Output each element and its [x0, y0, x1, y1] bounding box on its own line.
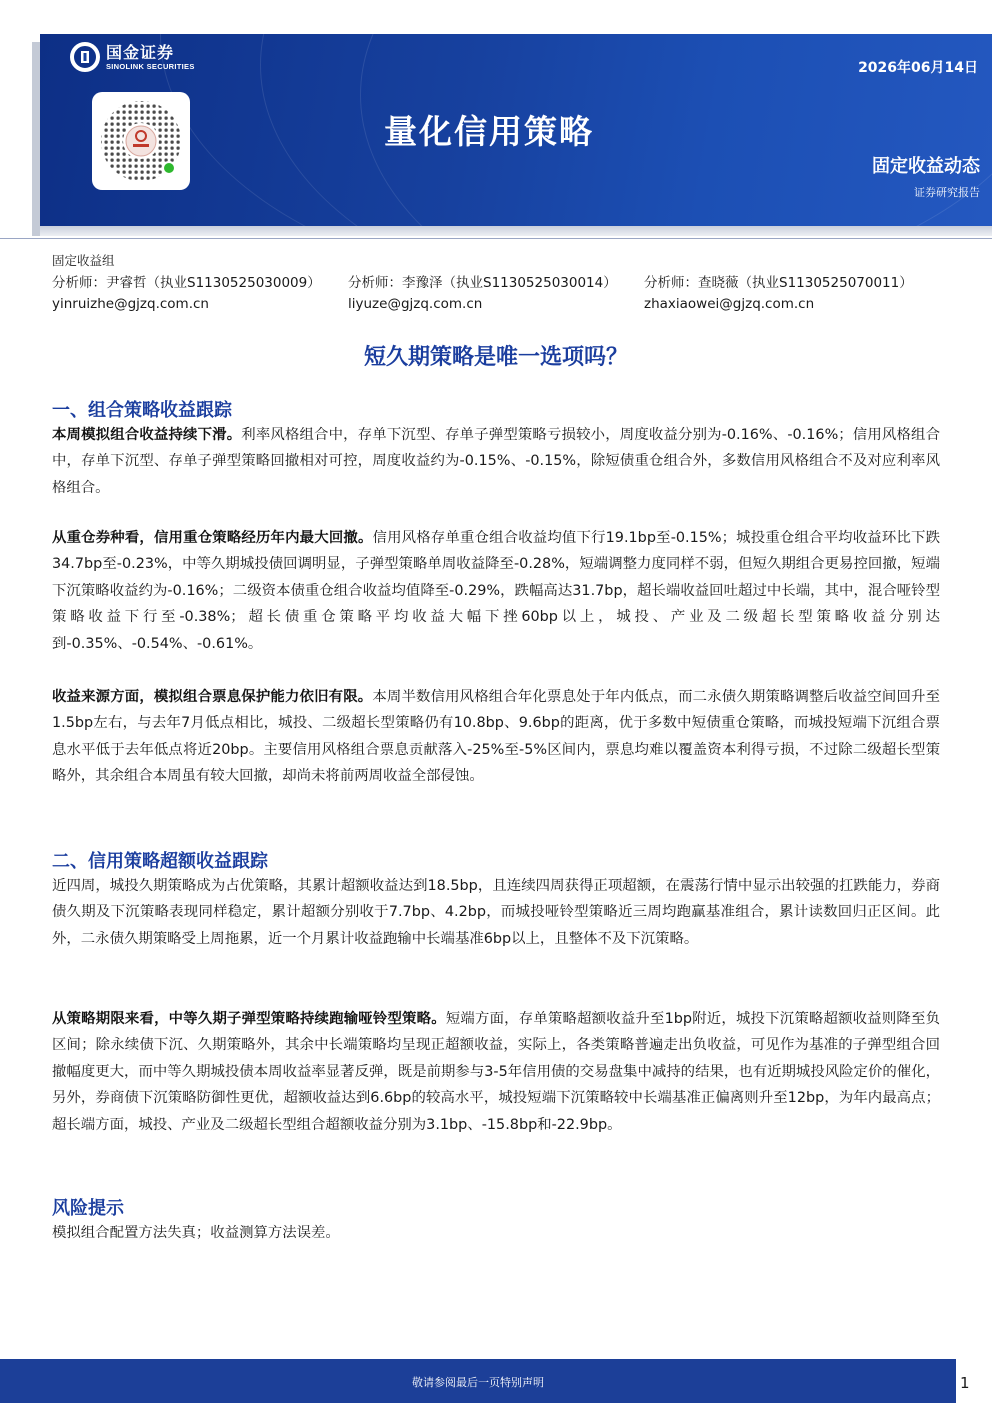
qr-code: [92, 92, 190, 190]
banner-left-shadow: [32, 42, 40, 236]
paragraph-lead: 从策略期限来看，中等久期子弹型策略持续跑输哑铃型策略。: [52, 1011, 446, 1027]
qr-code-icon: [92, 92, 190, 190]
report-date: 2026年06月14日: [858, 60, 978, 76]
analyst-name: 分析师：查晓薇（执业S1130525070011）: [644, 275, 913, 291]
company-logo: [70, 42, 195, 72]
logo-text-cn: 国金证券: [106, 42, 175, 62]
analyst-name: 分析师：尹睿哲（执业S1130525030009）: [52, 275, 321, 291]
paragraph-text: 利率风格组合中，存单下沉型、存单子弹型策略亏损较小，周度收益分别为-0.16%、-0.16%；信用风格组合中，存单下沉型、存单子弹型策略回撤相对可控，周度收益约为-0.15%、-0.15%，除短债重仓组合外，多数信用风格组合不及对应利率风格组合。: [52, 427, 940, 496]
paragraph-lead: 本周模拟组合收益持续下滑。: [52, 427, 242, 443]
analyst-group: 固定收益组: [52, 253, 115, 268]
section-heading: 风险提示: [52, 1198, 124, 1219]
page-number: 1: [960, 1374, 970, 1392]
section-heading: 二、信用策略超额收益跟踪: [52, 851, 268, 872]
paragraph-lead: 从重仓券种看，信用重仓策略经历年内最大回撤。: [52, 530, 373, 546]
banner-bottom-shadow: [40, 226, 992, 236]
analyst-2: [348, 273, 617, 315]
analyst-3: [644, 273, 913, 315]
paragraph-text: 近四周，城投久期策略成为占优策略，其累计超额收益达到18.5bp，且连续四周获得正项超额，在震荡行情中显示出较强的扛跌能力，券商债久期及下沉策略表现同样稳定，累计超额分别收于7.7bp、4.2bp，而城投哑铃型策略近三周均跑赢基准组合，累计读数回归正区间。此外，二永债久期策略受上周拖累，近一个月累计收益跑输中长端基准6bp以上，且整体不及下沉策略。: [52, 878, 940, 947]
footer-disclaimer-note: 敬请参阅最后一页特别声明: [412, 1376, 544, 1389]
analyst-1: [52, 273, 321, 315]
analyst-email[interactable]: zhaxiaowei@gjzq.com.cn: [644, 296, 815, 312]
paragraph-text: 模拟组合配置方法失真；收益测算方法误差。: [52, 1225, 340, 1241]
paragraph-text: 信用风格存单重仓组合收益均值下行19.1bp至-0.15%；城投重仓组合平均收益环比下跌34.7bp至-0.23%，中等久期城投债回调明显，子弹型策略单周收益降至-0.28%，短端调整力度同样不弱，但短久期组合更易控回撤，短端下沉策略收益约为-0.16%；二级资本债重仓组合收益均值降至-0.29%，跌幅高达31.7bp，超长端收益回吐超过中长端，其中，混合哑铃型策略收益下行至-0.38%；超长债重仓策略平均收益大幅下挫60bp以上，城投、产业及二级超长型策略收益分别达到-0.35%、-0.54%、-0.61%。: [52, 530, 940, 652]
report-title: 量化信用策略: [384, 112, 594, 151]
paragraph-lead: 收益来源方面，模拟组合票息保护能力依旧有限。: [52, 689, 373, 705]
paragraph: [52, 684, 940, 790]
paragraph: [52, 1006, 940, 1138]
paragraph: [52, 1220, 940, 1246]
report-type: 固定收益动态: [872, 156, 980, 177]
paragraph-text: 短端方面，存单策略超额收益升至1bp附近，城投下沉策略超额收益则降至负区间；除永续债下沉、久期策略外，其余中长端策略均呈现正超额收益，实际上，各类策略普遍走出负收益，可见作为基准的子弹型组合回撤幅度更大，而中等久期城投债本周收益率显著反弹，既是前期参与3-5年信用债的交易盘集中减持的结果，也有近期城投风险定价的催化，另外，券商债下沉策略防御性更优，超额收益达到6.6bp的较高水平，城投短端下沉策略较中长端基准正偏离则升至12bp，为年内最高点；超长端方面，城投、产业及二级超长型组合超额收益分别为3.1bp、-15.8bp和-22.9bp。: [52, 1011, 940, 1133]
paragraph-text: 本周半数信用风格组合年化票息处于年内低点，而二永债久期策略调整后收益空间回升至1.5bp左右，与去年7月低点相比，城投、二级超长型策略仍有10.8bp、9.6bp的距离，优于多数中短债重仓策略，而城投短端下沉组合票息水平低于去年低点将近20bp。主要信用风格组合票息贡献落入-25%至-5%区间内，票息均难以覆盖资本利得亏损，不过除二级超长型策略外，其余组合本周虽有较大回撤，却尚未将前两周收益全部侵蚀。: [52, 689, 940, 785]
divider: [0, 238, 992, 239]
paragraph: [52, 422, 940, 501]
report-subtype: 证券研究报告: [914, 186, 980, 199]
analyst-email[interactable]: liyuze@gjzq.com.cn: [348, 296, 483, 312]
analyst-email[interactable]: yinruizhe@gjzq.com.cn: [52, 296, 209, 312]
paragraph: [52, 525, 940, 657]
header-banner: [40, 34, 992, 226]
sinolink-logo-icon: [70, 42, 100, 72]
document-title: 短久期策略是唯一选项吗？: [363, 345, 628, 370]
logo-text-en: SINOLINK SECURITIES: [106, 61, 195, 71]
paragraph: [52, 873, 940, 952]
section-heading: 一、组合策略收益跟踪: [52, 400, 232, 421]
analyst-name: 分析师：李豫泽（执业S1130525030014）: [348, 275, 617, 291]
